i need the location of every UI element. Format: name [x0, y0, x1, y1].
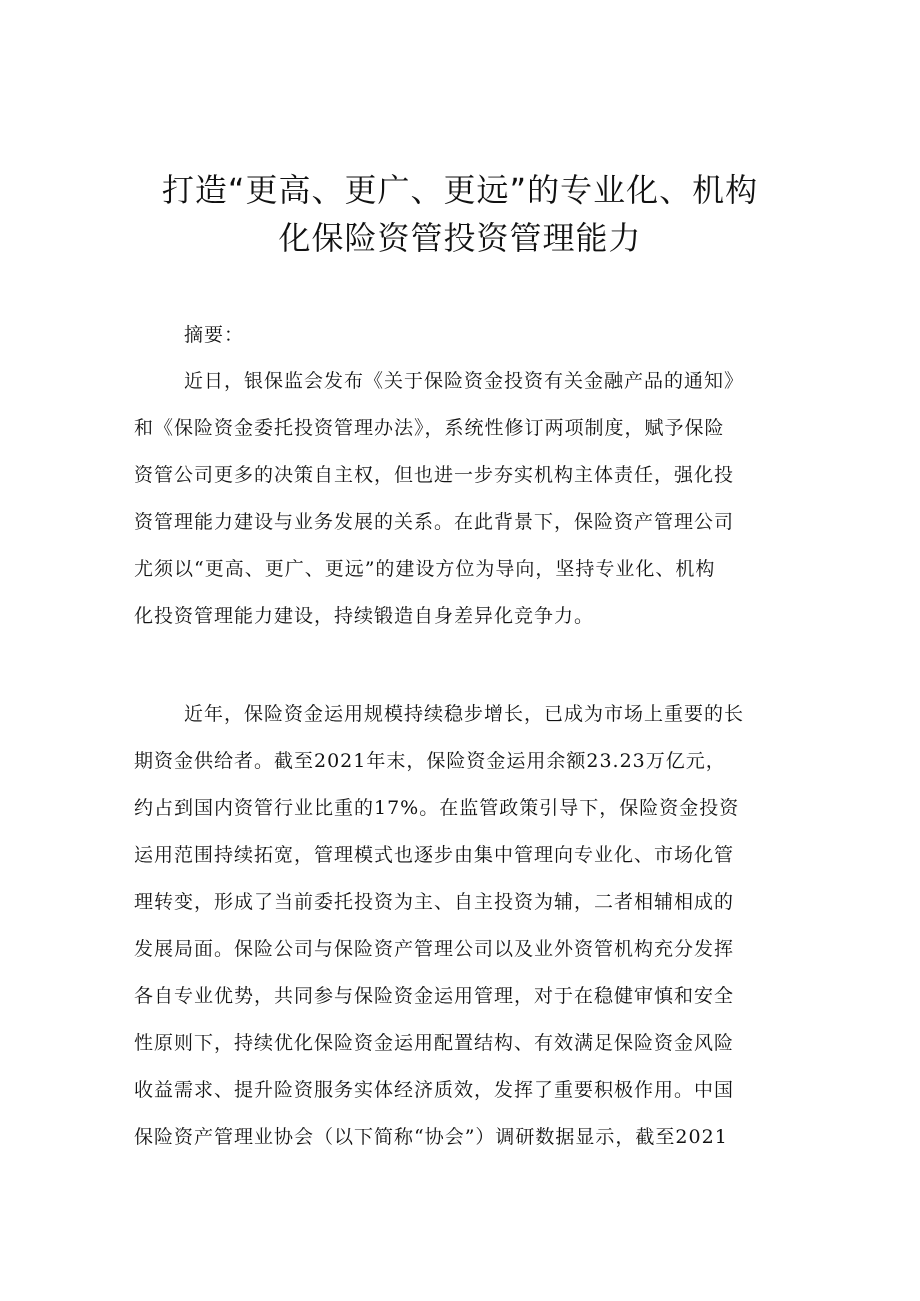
document-title: [120, 166, 800, 262]
abstract-paragraph: [134, 358, 794, 640]
paragraph-line: 资管理能力建设与业务发展的关系。在此背景下，保险资产管理公司: [134, 511, 735, 533]
paragraph-line: 收益需求、提升险资服务实体经济质效，发挥了重要积极作用。中国: [134, 1079, 735, 1101]
paragraph-line: 各自专业优势，共同参与保险资金运用管理，对于在稳健审慎和安全: [134, 985, 735, 1007]
paragraph-line: 近日，银保监会发布《关于保险资金投资有关金融产品的通知》: [184, 370, 745, 392]
paragraph-line: 近年，保险资金运用规模持续稳步增长，已成为市场上重要的长: [184, 703, 745, 725]
paragraph-line: 保险资产管理业协会（以下简称“协会”）调研数据显示，截至2021: [134, 1126, 728, 1148]
title-line-1: 打造“更高、更广、更远”的专业化、机构: [161, 171, 759, 209]
paragraph-line: 性原则下，持续优化保险资金运用配置结构、有效满足保险资金风险: [134, 1032, 735, 1054]
title-line-2: 化保险资管投资管理能力: [278, 219, 642, 257]
abstract-label-block: [134, 312, 794, 359]
paragraph-line: 理转变，形成了当前委托投资为主、自主投资为辅，二者相辅相成的: [134, 891, 735, 913]
paragraph-line: 期资金供给者。截至2021年末，保险资金运用余额23.23万亿元，: [134, 750, 726, 772]
body-paragraph: [134, 691, 794, 1161]
abstract-label: 摘要：: [184, 324, 245, 346]
paragraph-line: 和《保险资金委托投资管理办法》，系统性修订两项制度，赋予保险: [134, 417, 725, 439]
paragraph-line: 约占到国内资管行业比重的17%。在监管政策引导下，保险资金投资: [134, 797, 740, 819]
paragraph-line: 尤须以“更高、更广、更远”的建设方位为导向，坚持专业化、机构: [134, 558, 716, 580]
paragraph-line: 发展局面。保险公司与保险资产管理公司以及业外资管机构充分发挥: [134, 938, 735, 960]
paragraph-line: 化投资管理能力建设，持续锻造自身差异化竞争力。: [134, 605, 595, 627]
paragraph-line: 资管公司更多的决策自主权，但也进一步夯实机构主体责任，强化投: [134, 464, 735, 486]
paragraph-line: 运用范围持续拓宽，管理模式也逐步由集中管理向专业化、市场化管: [134, 844, 735, 866]
